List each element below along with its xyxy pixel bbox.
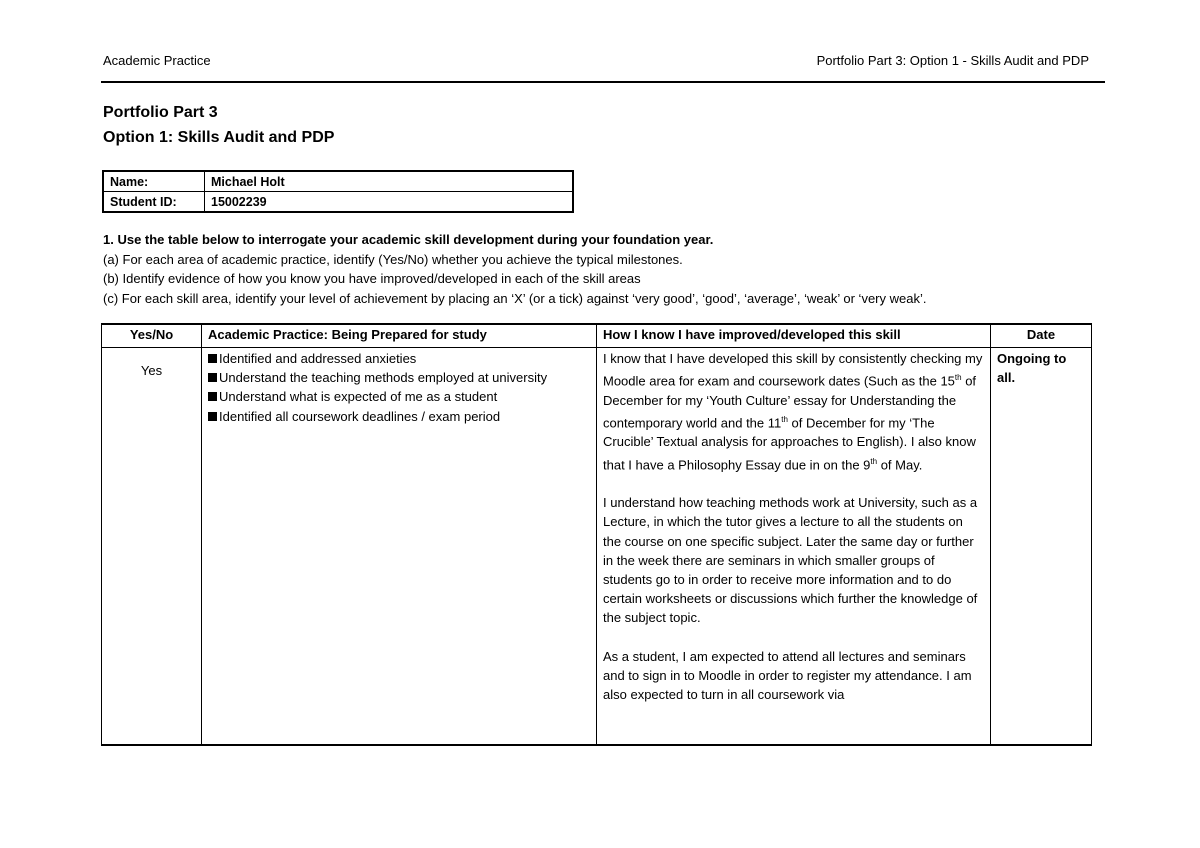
student-id-label: Student ID: bbox=[103, 192, 205, 213]
name-label: Name: bbox=[103, 171, 205, 192]
evidence-paragraph-3: As a student, I am expected to attend all lectures and seminars and to sign in to Moodle in order to register my attendance. I am also expected to turn in all coursework via bbox=[603, 648, 972, 703]
table-row bbox=[102, 348, 1092, 746]
evidence-paragraph-2: I understand how teaching methods work at University, such as a Lecture, in which the tutor gives a lecture to all the students on the course on one specific subject. Later the same day or further in the week there are seminars in which smaller groups of students go to in order to receive more information and to do certain worksheets or discussions which further the knowledge of the subject topic. bbox=[603, 495, 978, 626]
page-subtitle: Option 1: Skills Audit and PDP bbox=[103, 129, 335, 146]
header-evidence: How I know I have improved/developed this skill bbox=[597, 324, 991, 348]
header-academic-practice: Academic Practice: Being Prepared for study bbox=[202, 324, 597, 348]
instructions bbox=[103, 230, 1103, 308]
skills-audit-table bbox=[101, 323, 1092, 746]
milestone-item: Understand the teaching methods employed at university bbox=[208, 368, 590, 387]
date-cell: Ongoing to all. bbox=[991, 348, 1092, 746]
header-yes-no: Yes/No bbox=[102, 324, 202, 348]
square-bullet-icon bbox=[208, 373, 217, 382]
milestones-cell bbox=[202, 348, 597, 746]
evidence-cell bbox=[597, 348, 991, 746]
evidence-paragraph-1: I know that I have developed this skill by consistently checking my Moodle area for exam and coursework dates (Such as the 15th of December for my ‘Youth Culture’ essay for Understanding the contemporary world and the 11th of December for my ‘The Crucible’ Textual analysis for approaches to English). I also know that I have a Philosophy Essay due in on the 9th of May. bbox=[603, 351, 983, 472]
yes-no-cell: Yes bbox=[102, 348, 202, 746]
square-bullet-icon bbox=[208, 412, 217, 421]
instruction-a: (a) For each area of academic practice, identify (Yes/No) whether you achieve the typical milestones. bbox=[103, 251, 683, 267]
name-value: Michael Holt bbox=[205, 171, 574, 192]
page-title: Portfolio Part 3 bbox=[103, 104, 218, 121]
student-id-row bbox=[103, 192, 573, 213]
header-rule bbox=[101, 81, 1105, 83]
milestone-item: Identified and addressed anxieties bbox=[208, 349, 590, 368]
name-row bbox=[103, 171, 573, 192]
table-header-row bbox=[102, 324, 1092, 348]
milestone-item: Identified all coursework deadlines / exam period bbox=[208, 407, 590, 426]
square-bullet-icon bbox=[208, 392, 217, 401]
instruction-b: (b) Identify evidence of how you know you have improved/developed in each of the skill areas bbox=[103, 271, 641, 286]
instruction-c: (c) For each skill area, identify your level of achievement by placing an ‘X’ (or a tick) against ‘very good’, ‘good’, ‘average’, ‘weak’ or ‘very weak’. bbox=[103, 290, 927, 306]
running-header-right: Portfolio Part 3: Option 1 - Skills Audit and PDP bbox=[816, 53, 1089, 68]
instruction-question: 1. Use the table below to interrogate your academic skill development during your foundation year. bbox=[103, 232, 714, 247]
student-info-table bbox=[102, 170, 574, 213]
running-header-left: Academic Practice bbox=[103, 53, 211, 68]
milestone-item: Understand what is expected of me as a student bbox=[208, 387, 590, 406]
header-date: Date bbox=[991, 324, 1092, 348]
student-id-value: 15002239 bbox=[205, 192, 574, 213]
square-bullet-icon bbox=[208, 354, 217, 363]
